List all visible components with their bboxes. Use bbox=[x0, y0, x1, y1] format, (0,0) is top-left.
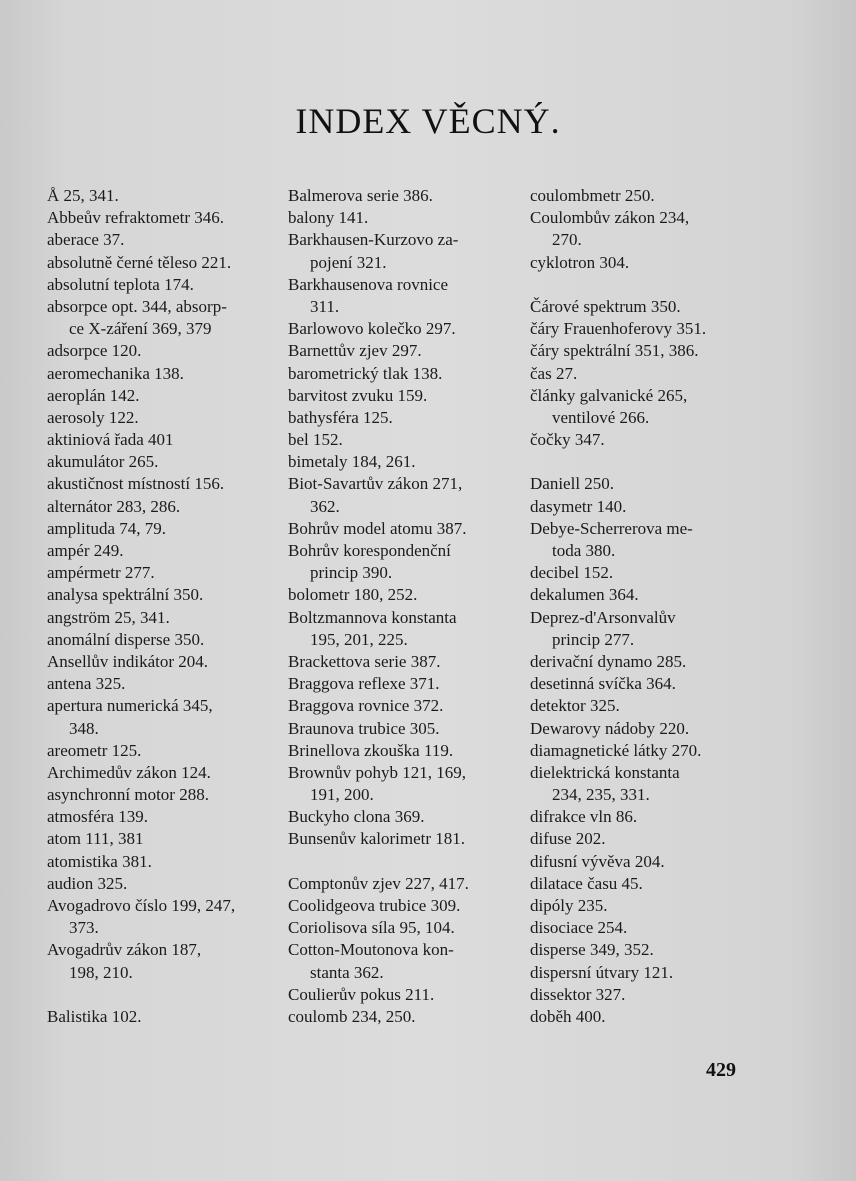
index-entry: 195, 201, 225. bbox=[310, 629, 408, 649]
index-entry: Avogadrův zákon 187, bbox=[47, 940, 202, 960]
index-entry: aeroplán 142. bbox=[47, 385, 140, 405]
index-entry: anomální disperse 350. bbox=[47, 629, 205, 649]
index-gap bbox=[530, 274, 750, 296]
index-entry: Čárové spektrum 350. bbox=[530, 296, 681, 316]
index-entry: absorpce opt. 344, absorp- bbox=[47, 296, 227, 316]
index-entry: Daniell 250. bbox=[530, 474, 615, 494]
index-entry: Brinellova zkouška 119. bbox=[288, 740, 454, 760]
index-entry: aktiniová řada 401 bbox=[47, 430, 174, 450]
index-entry: coulombmetr 250. bbox=[530, 186, 655, 205]
index-entry: čáry Frauenhoferovy 351. bbox=[530, 319, 707, 339]
index-entry: difrakce vln 86. bbox=[530, 807, 638, 827]
index-entry: Braggova rovnice 372. bbox=[288, 696, 444, 716]
index-entry: Comptonův zjev 227, 417. bbox=[288, 873, 469, 893]
index-entry: 362. bbox=[310, 496, 340, 516]
index-entry: amplituda 74, 79. bbox=[47, 518, 166, 538]
index-entry: Braggova reflexe 371. bbox=[288, 674, 440, 694]
index-gap bbox=[288, 851, 508, 873]
index-entry: dilatace času 45. bbox=[530, 873, 643, 893]
index-entry: ampérmetr 277. bbox=[47, 563, 155, 583]
page-title: INDEX VĚCNÝ. bbox=[295, 101, 561, 141]
index-entry: Coolidgeova trubice 309. bbox=[288, 896, 461, 915]
index-entry: Balmerova serie 386. bbox=[288, 186, 433, 205]
index-entry: princip 390. bbox=[310, 563, 393, 583]
index-entry: čáry spektrální 351, 386. bbox=[530, 341, 699, 361]
index-entry: Å 25, 341. bbox=[47, 186, 119, 205]
index-entry: atmosféra 139. bbox=[47, 807, 149, 827]
index-column-3 bbox=[530, 185, 750, 1028]
index-entry: Bohrův model atomu 387. bbox=[288, 518, 467, 538]
index-entry: články galvanické 265, bbox=[530, 385, 688, 405]
index-entry: decibel 152. bbox=[530, 563, 614, 583]
index-entry: bimetaly 184, 261. bbox=[288, 452, 416, 472]
index-entry: dispersní útvary 121. bbox=[530, 962, 674, 982]
index-entry: derivační dynamo 285. bbox=[530, 651, 687, 671]
index-entry: Avogadrovo číslo 199, 247, bbox=[47, 896, 236, 915]
index-entry: diamagnetické látky 270. bbox=[530, 740, 702, 760]
index-entry: 191, 200. bbox=[310, 785, 374, 805]
index-entry: Barnettův zjev 297. bbox=[288, 341, 422, 361]
index-entry: alternátor 283, 286. bbox=[47, 496, 181, 516]
index-entry: cyklotron 304. bbox=[530, 252, 630, 272]
index-entry: absolutně černé těleso 221. bbox=[47, 252, 232, 272]
index-entry: audion 325. bbox=[47, 873, 128, 893]
index-entry: dekalumen 364. bbox=[530, 585, 639, 605]
index-entry: Balistika 102. bbox=[47, 1006, 142, 1026]
index-entry: Debye-Scherrerova me- bbox=[530, 518, 693, 538]
index-entry: toda 380. bbox=[552, 541, 616, 560]
index-entry: angström 25, 341. bbox=[47, 607, 170, 627]
index-entry: 311. bbox=[310, 296, 340, 316]
page-number: 429 bbox=[706, 1059, 736, 1081]
index-entry: difusní vývěva 204. bbox=[530, 851, 665, 871]
index-entry: asynchronní motor 288. bbox=[47, 785, 209, 805]
index-entry: aberace 37. bbox=[47, 230, 125, 250]
index-entry: 198, 210. bbox=[69, 962, 133, 982]
index-entry: Cotton-Moutonova kon- bbox=[288, 940, 454, 960]
index-entry: Barkhausen-Kurzovo za- bbox=[288, 230, 459, 250]
index-entry: adsorpce 120. bbox=[47, 341, 142, 361]
index-entry: balony 141. bbox=[288, 208, 369, 228]
index-entry: Buckyho clona 369. bbox=[288, 807, 425, 827]
index-entry: dissektor 327. bbox=[530, 984, 626, 1004]
index-entry: Deprez-d'Arsonvalův bbox=[530, 607, 676, 627]
index-entry: aerosoly 122. bbox=[47, 407, 139, 427]
index-entry: čočky 347. bbox=[530, 430, 605, 450]
index-entry: 270. bbox=[552, 230, 582, 250]
index-entry: ampér 249. bbox=[47, 541, 124, 560]
index-entry: absolutní teplota 174. bbox=[47, 274, 194, 294]
index-entry: Coriolisova síla 95, 104. bbox=[288, 918, 455, 938]
index-entry: bolometr 180, 252. bbox=[288, 585, 418, 605]
index-entry: Bohrův korespondenční bbox=[288, 541, 451, 560]
index-entry: barometrický tlak 138. bbox=[288, 363, 443, 383]
index-entry: princip 277. bbox=[552, 629, 635, 649]
index-column-2 bbox=[288, 185, 508, 1028]
index-gap bbox=[530, 451, 750, 473]
index-entry: desetinná svíčka 364. bbox=[530, 674, 676, 694]
index-entry: areometr 125. bbox=[47, 740, 142, 760]
index-entry: atomistika 381. bbox=[47, 851, 152, 871]
index-entry: 373. bbox=[69, 918, 99, 938]
index-entry: akumulátor 265. bbox=[47, 452, 159, 472]
index-entry: coulomb 234, 250. bbox=[288, 1006, 416, 1026]
index-entry: Ansellův indikátor 204. bbox=[47, 651, 209, 671]
index-entry: apertura numerická 345, bbox=[47, 696, 213, 716]
index-entry: ventilové 266. bbox=[552, 407, 650, 427]
index-entry: Dewarovy nádoby 220. bbox=[530, 718, 690, 738]
index-entry: dasymetr 140. bbox=[530, 496, 627, 516]
index-entry: Bunsenův kalorimetr 181. bbox=[288, 829, 466, 849]
index-entry: Coulierův pokus 211. bbox=[288, 984, 435, 1004]
index-entry: Brackettova serie 387. bbox=[288, 651, 441, 671]
index-entry: antena 325. bbox=[47, 674, 126, 694]
index-entry: Brownův pohyb 121, 169, bbox=[288, 762, 467, 782]
index-entry: ce X-záření 369, 379 bbox=[69, 319, 212, 339]
index-entry: bathysféra 125. bbox=[288, 407, 393, 427]
index-entry: barvitost zvuku 159. bbox=[288, 385, 428, 405]
index-entry: čas 27. bbox=[530, 363, 578, 383]
index-entry: atom 111, 381 bbox=[47, 829, 144, 849]
index-entry: disperse 349, 352. bbox=[530, 940, 654, 960]
index-entry: Coulombův zákon 234, bbox=[530, 208, 690, 228]
index-entry: stanta 362. bbox=[310, 962, 384, 982]
index-entry: Biot-Savartův zákon 271, bbox=[288, 474, 463, 494]
index-entry: 348. bbox=[69, 718, 99, 738]
index-column-1 bbox=[47, 185, 269, 1028]
index-entry: difuse 202. bbox=[530, 829, 606, 849]
index-entry: pojení 321. bbox=[310, 252, 387, 272]
index-entry: detektor 325. bbox=[530, 696, 620, 716]
index-entry: dipóly 235. bbox=[530, 896, 608, 915]
index-entry: akustičnost místností 156. bbox=[47, 474, 225, 494]
index-entry: Barkhausenova rovnice bbox=[288, 274, 449, 294]
index-entry: analysa spektrální 350. bbox=[47, 585, 204, 605]
index-entry: aeromechanika 138. bbox=[47, 363, 184, 383]
index-entry: Braunova trubice 305. bbox=[288, 718, 440, 738]
index-gap bbox=[47, 984, 269, 1006]
index-entry: Archimedův zákon 124. bbox=[47, 762, 211, 782]
index-entry: bel 152. bbox=[288, 430, 343, 450]
index-entry: doběh 400. bbox=[530, 1006, 606, 1026]
index-entry: Barlowovo kolečko 297. bbox=[288, 319, 456, 339]
index-entry: 234, 235, 331. bbox=[552, 785, 650, 805]
index-entry: Boltzmannova konstanta bbox=[288, 607, 457, 627]
index-entry: dielektrická konstanta bbox=[530, 762, 680, 782]
index-entry: disociace 254. bbox=[530, 918, 628, 938]
index-entry: Abbeův refraktometr 346. bbox=[47, 208, 225, 228]
